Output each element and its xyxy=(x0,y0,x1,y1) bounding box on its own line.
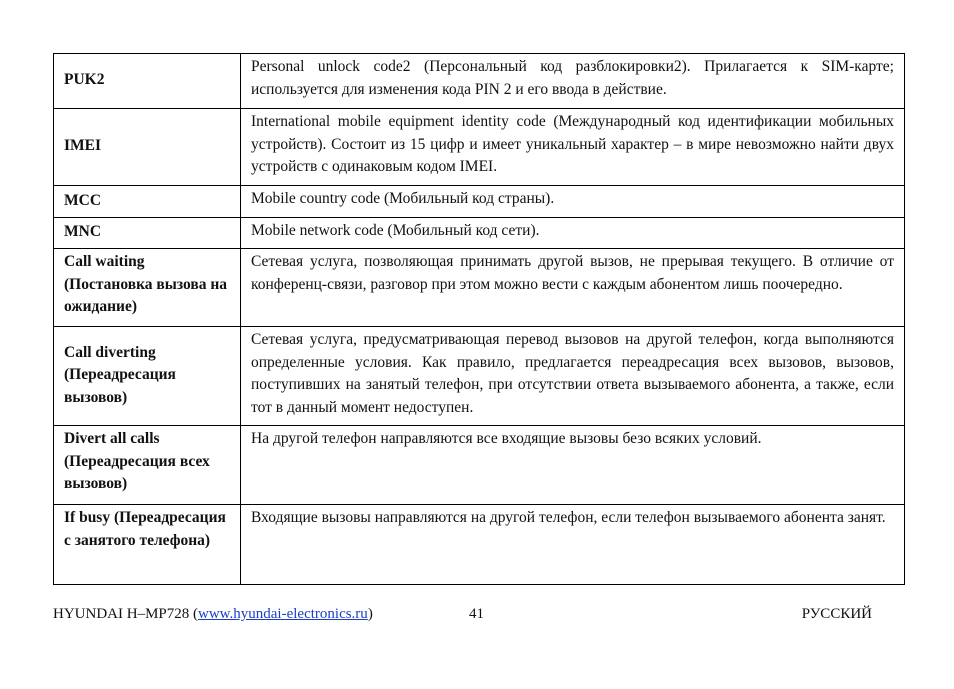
term-mcc: MCC xyxy=(54,186,241,218)
term-mnc: MNC xyxy=(54,218,241,249)
term-imei: IMEI xyxy=(54,109,241,186)
definition-call-waiting: Сетевая услуга, позволяющая принимать другой вызов, не прерывая текущего. В отличие от конференц-связи, разговор при этом можно вести с каждым абонентом лишь поочередно. xyxy=(241,249,905,327)
term-puk2: PUK2 xyxy=(54,54,241,109)
footer-website-link[interactable]: www.hyundai-electronics.ru xyxy=(198,606,368,622)
footer-language: РУССКИЙ xyxy=(801,606,872,622)
definition-call-diverting: Сетевая услуга, предусматривающая перевод вызовов на другой телефон, когда выполняются определенные условия. Как правило, предлагается переадресация всех вызовов, вызовов, поступивших на занятый телефон, при отсутствии ответа вызываемого абонента, а также, если тот в данный момент недоступен. xyxy=(241,327,905,426)
table-row xyxy=(54,218,905,249)
table-row xyxy=(54,186,905,218)
definition-mnc: Mobile network code (Мобильный код сети). xyxy=(241,218,905,249)
table-row xyxy=(54,109,905,186)
table-row xyxy=(54,426,905,505)
definition-imei: International mobile equipment identity code (Международный код идентификации мобильных устройств). Состоит из 15 цифр и имеет уникальный характер – в мире невозможно найти двух устройств с одинаковым кодом IMEI. xyxy=(241,109,905,186)
term-divert-all-calls: Divert all calls (Переадресация всех вызовов) xyxy=(54,426,241,505)
term-call-diverting: Call diverting (Переадресация вызовов) xyxy=(54,327,241,426)
page-number: 41 xyxy=(469,606,484,622)
definition-mcc: Mobile country code (Мобильный код страны). xyxy=(241,186,905,218)
table-row xyxy=(54,54,905,109)
table-row xyxy=(54,249,905,327)
glossary-table xyxy=(53,53,905,585)
footer-product-close: ) xyxy=(367,606,373,622)
footer-product xyxy=(53,605,373,623)
table-row xyxy=(54,327,905,426)
term-call-waiting: Call waiting (Постановка вызова на ожидание) xyxy=(54,249,241,327)
definition-if-busy: Входящие вызовы направляются на другой телефон, если телефон вызываемого абонента занят. xyxy=(241,505,905,585)
footer-product-name: HYUNDAI H–MP728 ( xyxy=(53,606,198,622)
definition-divert-all-calls: На другой телефон направляются все входящие вызовы безо всяких условий. xyxy=(241,426,905,505)
table-row xyxy=(54,505,905,585)
definition-puk2: Personal unlock code2 (Персональный код разблокировки2). Прилагается к SIM-карте; используется для изменения кода PIN 2 и его ввода в действие. xyxy=(241,54,905,109)
term-if-busy: If busy (Переадресация с занятого телефона) xyxy=(54,505,241,585)
